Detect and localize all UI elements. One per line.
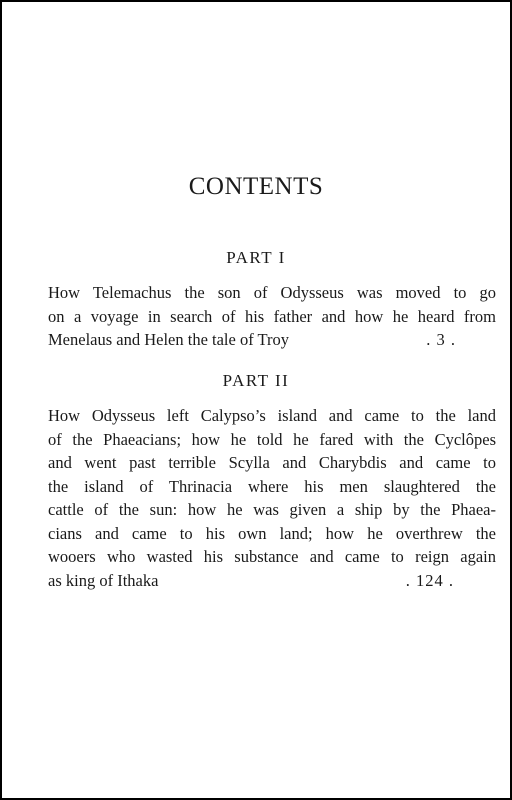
entry-line: on a voyage in search of his father and how he heard from [48,306,496,326]
book-page [2,2,510,798]
page-number: . 124 . [405,570,454,590]
entry-line [48,569,496,593]
entry-line: cattle of the sun: how he was given a ship by the Phaea- [48,500,496,519]
part-2-heading: PART II [222,371,290,390]
part-1-heading: PART I [226,248,286,267]
entry-line [48,328,496,352]
entry-line: How Telemachus the son of Odysseus was moved to go [48,283,496,302]
entry-line: cians and came to his own land; how he overthrew the [48,523,496,543]
page-number: . 3 . [426,330,456,349]
part-1-entry [48,281,496,352]
entry-line: the island of Thrinacia where his men slaughtered the [48,476,496,496]
contents-title: CONTENTS [188,173,324,200]
entry-line-text: Menelaus and Helen the tale of Troy [48,330,290,349]
entry-line: of the Phaeacians; how he told he fared with the Cyclôpes [48,429,496,449]
entry-line: wooers who wasted his substance and came to reign again [48,547,496,566]
entry-line: and went past terrible Scylla and Charybdis and came to [48,453,496,472]
entry-line-text: as king of Ithaka [48,570,159,590]
part-2-entry [48,404,496,592]
entry-line: How Odysseus left Calypso’s island and came to the land [48,406,496,425]
